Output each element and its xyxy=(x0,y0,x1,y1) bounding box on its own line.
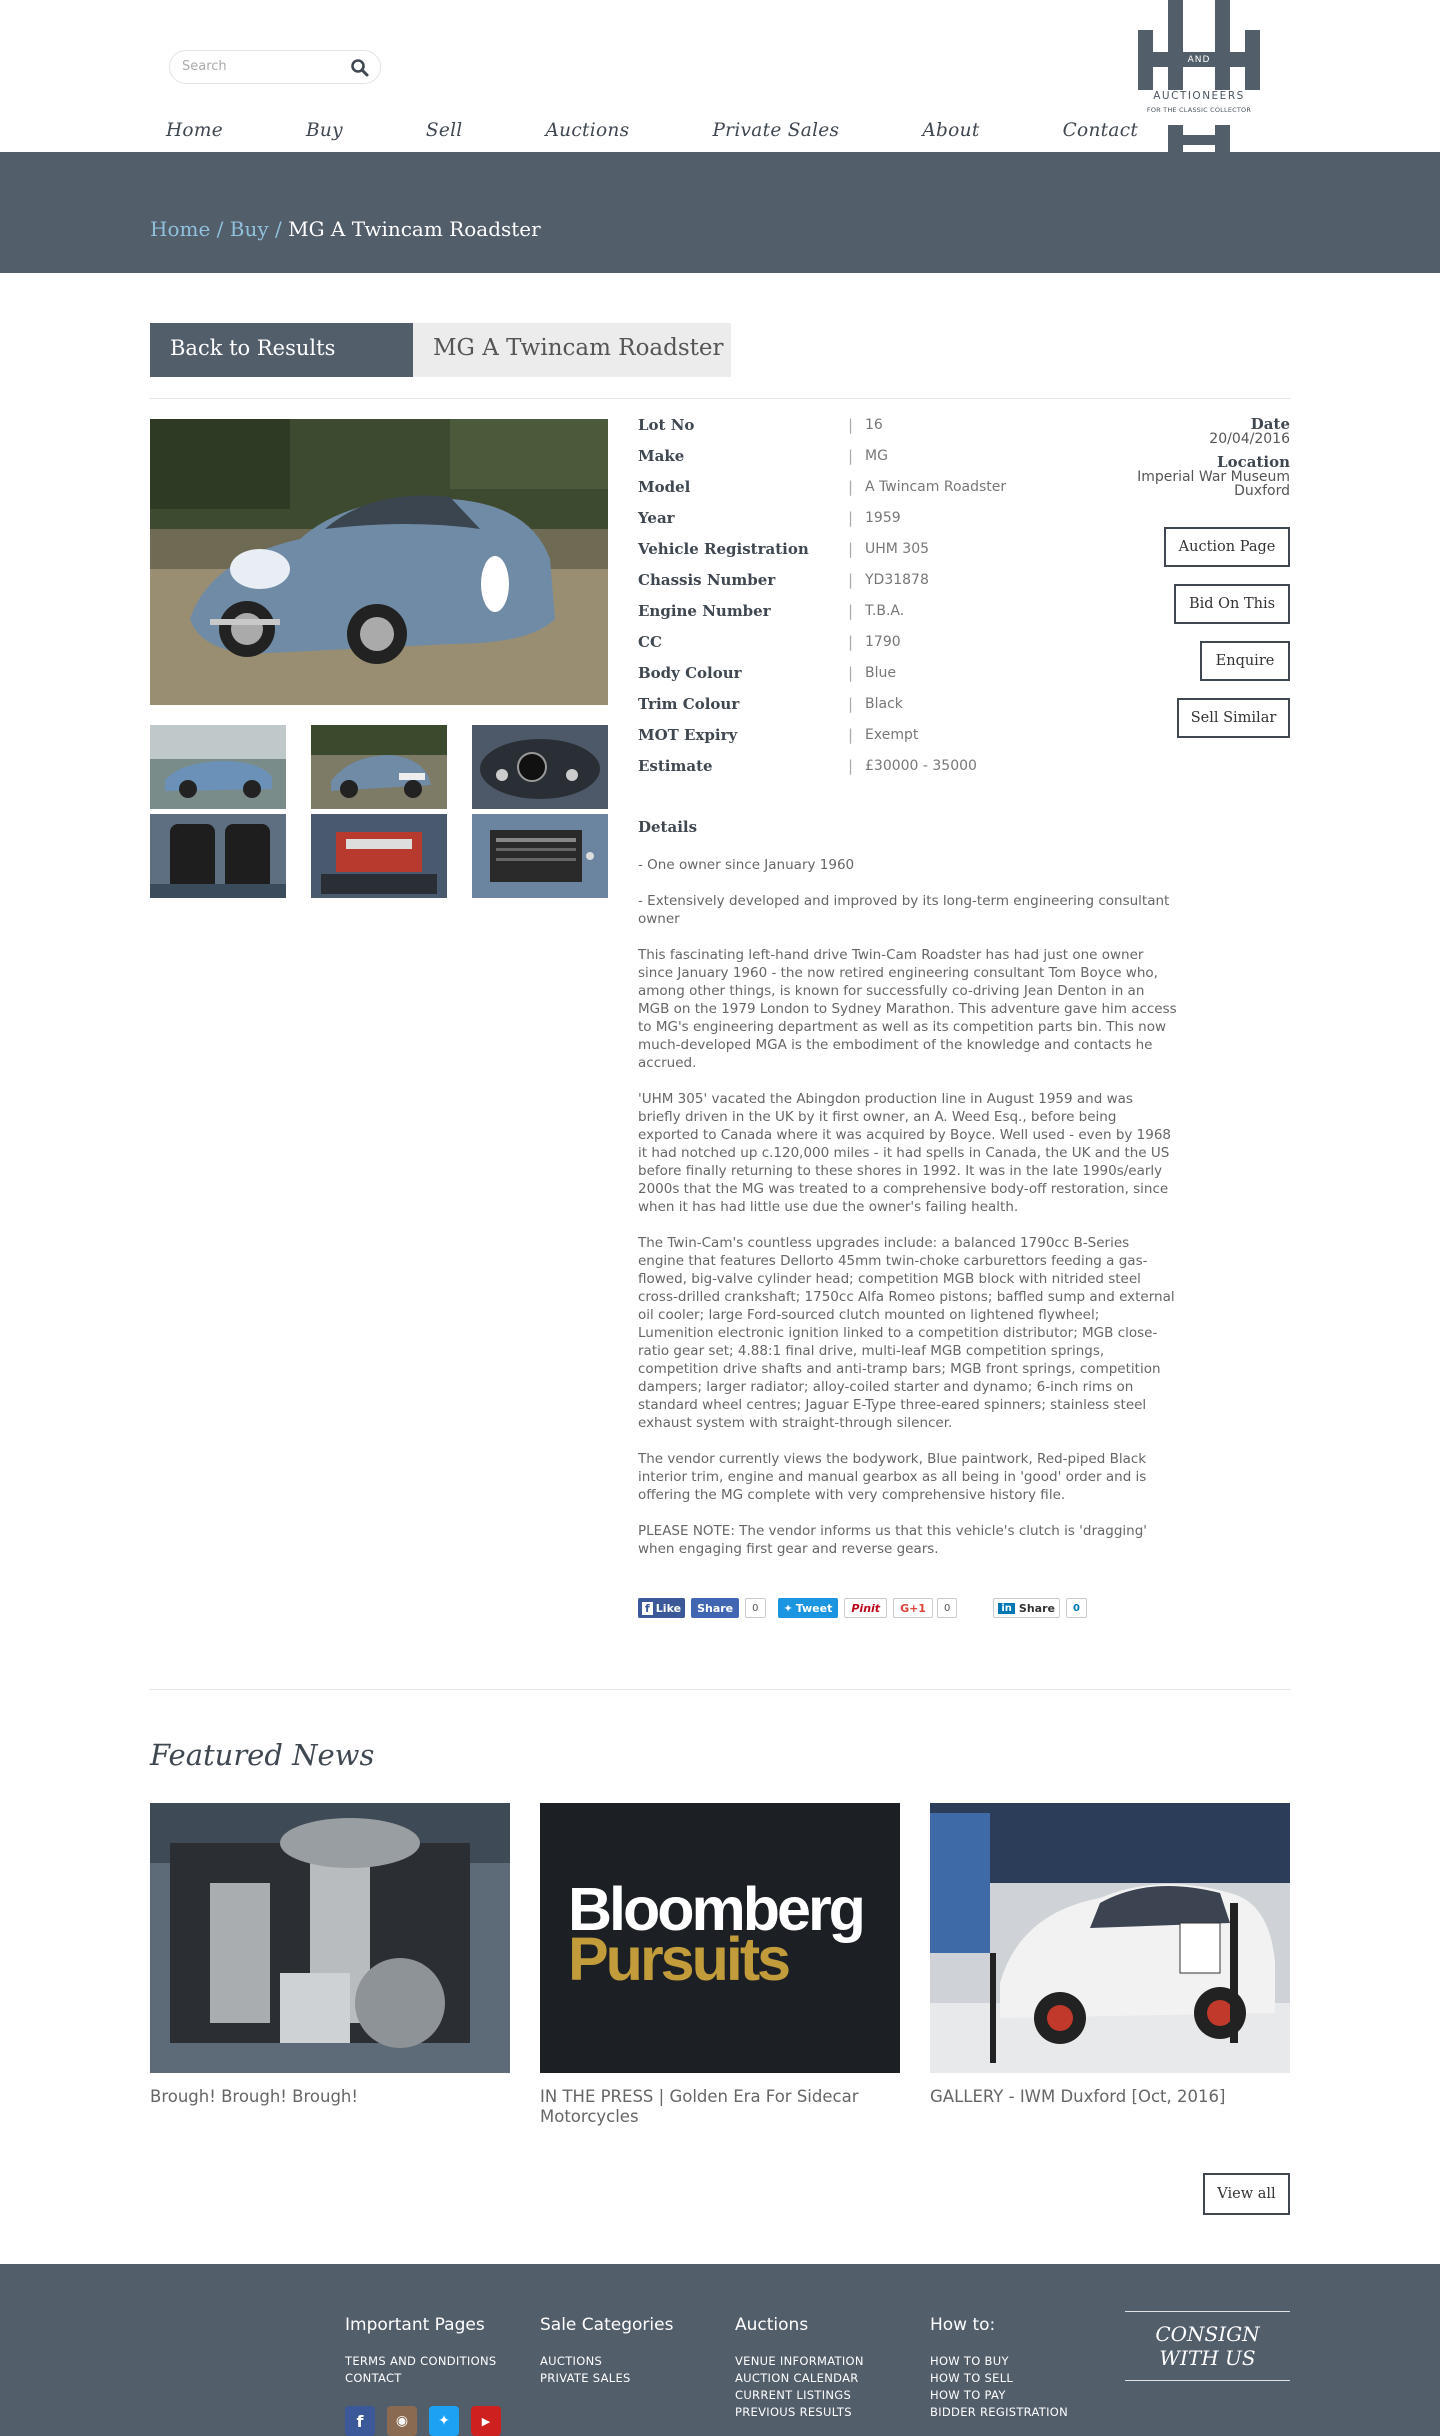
thumbnail[interactable] xyxy=(150,814,286,898)
details-title: Details xyxy=(638,818,698,836)
location-line-2: Duxford xyxy=(1234,483,1290,499)
spec-label: Body Colour xyxy=(638,664,742,682)
pursuits-logo-text: Pursuits xyxy=(568,1925,789,1993)
facebook-like-button[interactable]: f Like xyxy=(638,1598,685,1618)
location-label: Location xyxy=(1217,453,1290,471)
consign-line-2: WITH US xyxy=(1159,2346,1256,2370)
facebook-icon: f xyxy=(642,1602,653,1615)
spec-row: Estimate | £30000 - 35000 xyxy=(638,757,977,775)
spec-row: CC | 1790 xyxy=(638,633,901,651)
spec-label: Lot No xyxy=(638,416,695,434)
news-image[interactable] xyxy=(930,1803,1290,2073)
nav-sell[interactable]: Sell xyxy=(425,120,463,141)
spec-label: Trim Colour xyxy=(638,695,740,713)
spec-row: Vehicle Registration | UHM 305 xyxy=(638,540,930,558)
news-card[interactable] xyxy=(540,1803,900,2127)
footer-link[interactable]: PRIVATE SALES xyxy=(540,2371,631,2385)
linkedin-share-button[interactable]: in Share xyxy=(993,1598,1060,1618)
spec-label: Model xyxy=(638,478,691,496)
logo-name: AUCTIONEERS xyxy=(1153,90,1245,102)
spec-row: Year | 1959 xyxy=(638,509,901,527)
vehicle-specs xyxy=(638,416,1038,788)
footer-heading: Important Pages xyxy=(345,2315,485,2335)
footer-link[interactable]: CURRENT LISTINGS xyxy=(735,2388,852,2402)
main-car-photo[interactable] xyxy=(150,419,608,705)
auction-info xyxy=(1100,416,1290,498)
footer-column xyxy=(930,2315,1068,2421)
spec-label: Make xyxy=(638,447,685,465)
youtube-icon[interactable]: ▶ xyxy=(471,2406,501,2436)
news-caption[interactable]: GALLERY - IWM Duxford [Oct, 2016] xyxy=(930,2087,1226,2106)
breadcrumb-separator: / xyxy=(210,217,230,241)
details-section xyxy=(638,818,1178,1576)
breadcrumb-current: MG A Twincam Roadster xyxy=(288,217,541,241)
details-paragraph: - Extensively developed and improved by its long-term engineering consultant owner xyxy=(638,893,1170,927)
footer-heading: How to: xyxy=(930,2315,996,2335)
twitter-icon[interactable]: ✦ xyxy=(429,2406,459,2436)
view-all-button[interactable]: View all xyxy=(1203,2173,1290,2215)
date-label: Date xyxy=(1250,415,1290,433)
nav-buy[interactable]: Buy xyxy=(305,120,343,141)
nav-contact[interactable]: Contact xyxy=(1062,120,1139,141)
news-card[interactable] xyxy=(150,1803,510,2107)
details-paragraph: The vendor currently views the bodywork, Blue paintwork, Red-piped Black interior trim, engine and manual gearbox as all being in 'good' order and is offering the MG complete with very comprehensive history file. xyxy=(638,1451,1147,1503)
footer-link[interactable]: HOW TO BUY xyxy=(930,2354,1009,2368)
footer-link[interactable]: VENUE INFORMATION xyxy=(735,2354,864,2368)
location-line-1: Imperial War Museum xyxy=(1137,469,1290,485)
news-image[interactable] xyxy=(150,1803,510,2073)
twitter-icon: ✦ xyxy=(783,1601,793,1615)
footer-link[interactable]: TERMS AND CONDITIONS xyxy=(345,2354,497,2368)
details-paragraph: This fascinating left-hand drive Twin-Cam Roadster has had just one owner since January 1960 - the now retired engineering consultant Tom Boyce who, among other things, is known for successfully co-driving Jean Denton in an MGB on the 1979 London to Sydney Marathon. This adventure gave him access to MG's engineering department as well as its competition parts bin. This now much-developed MGA is the embodiment of the knowledge and contacts he accrued. xyxy=(638,947,1177,1071)
news-image[interactable] xyxy=(540,1803,900,2073)
consign-line-1: CONSIGN xyxy=(1155,2322,1260,2346)
linkedin-count: 0 xyxy=(1066,1598,1087,1618)
footer-link[interactable]: BIDDER REGISTRATION xyxy=(930,2405,1069,2419)
logo-and: AND xyxy=(1187,55,1211,65)
pinterest-button[interactable]: Pinit xyxy=(844,1598,887,1618)
footer-link[interactable]: AUCTIONS xyxy=(540,2354,603,2368)
facebook-icon[interactable]: f xyxy=(345,2406,375,2436)
spec-value: Black xyxy=(865,696,903,712)
search-input[interactable] xyxy=(182,59,342,74)
spec-label: MOT Expiry xyxy=(638,726,738,744)
spec-row: Trim Colour | Black xyxy=(638,695,903,713)
page-banner xyxy=(0,152,1440,273)
spec-value: UHM 305 xyxy=(865,541,930,557)
details-paragraph: 'UHM 305' vacated the Abingdon production line in August 1959 and was briefly driven in the UK by it first owner, an A. Weed Esq., before being exported to Canada where it was acquired by Boyce. Well used - even by 1968 it had notched up c.120,000 miles - it had spells in Canada, the UK and the US before finally returning to these shores in 1992. It was in the late 1990s/early 2000s that the MG was treated to a comprehensive body-off restoration, since when it has had little use due the owner's failing health. xyxy=(638,1091,1172,1215)
spec-row: Chassis Number | YD31878 xyxy=(638,571,929,589)
facebook-share-button[interactable]: Share xyxy=(691,1598,739,1618)
listing-title-tab: MG A Twincam Roadster xyxy=(413,323,731,377)
bid-on-this-button[interactable]: Bid On This xyxy=(1174,584,1290,624)
footer-heading: Sale Categories xyxy=(540,2315,674,2335)
breadcrumb-home[interactable]: Home xyxy=(150,217,211,241)
spec-row: Body Colour | Blue xyxy=(638,664,896,682)
linkedin-icon: in xyxy=(998,1603,1015,1614)
footer-heading: Auctions xyxy=(735,2315,809,2335)
spec-value: 1790 xyxy=(865,634,901,650)
footer-column xyxy=(540,2315,673,2387)
news-caption[interactable]: Brough! Brough! Brough! xyxy=(150,2087,359,2106)
logo-tagline: FOR THE CLASSIC COLLECTOR xyxy=(1146,106,1252,114)
footer-social-icons xyxy=(345,2406,513,2436)
social-share-bar xyxy=(638,1597,1099,1619)
spec-value: Blue xyxy=(865,665,896,681)
news-caption[interactable]: IN THE PRESS | Golden Era For Sidecar Motorcycles xyxy=(540,2087,859,2126)
news-card[interactable] xyxy=(930,1803,1290,2107)
footer-link[interactable]: AUCTION CALENDAR xyxy=(735,2371,859,2385)
tweet-button[interactable]: ✦ Tweet xyxy=(778,1598,839,1618)
listing-tabs xyxy=(150,323,731,377)
footer-link[interactable]: HOW TO PAY xyxy=(930,2388,1006,2402)
spec-value: £30000 - 35000 xyxy=(865,758,977,774)
featured-news-title: Featured News xyxy=(150,1738,375,1772)
spec-row: Engine Number | T.B.A. xyxy=(638,602,905,620)
spec-row: MOT Expiry | Exempt xyxy=(638,726,919,744)
nav-home[interactable]: Home xyxy=(166,120,223,141)
spec-label: Engine Number xyxy=(638,602,771,620)
spec-value: T.B.A. xyxy=(865,603,905,619)
spec-value: Exempt xyxy=(865,727,919,743)
footer-link[interactable]: CONTACT xyxy=(345,2371,402,2385)
divider xyxy=(150,398,1290,399)
divider xyxy=(150,1689,1290,1690)
gplus-count: 0 xyxy=(937,1598,957,1618)
spec-label: Chassis Number xyxy=(638,571,776,589)
spec-label: CC xyxy=(638,633,662,651)
footer-column xyxy=(345,2315,496,2387)
nav-about[interactable]: About xyxy=(922,120,980,141)
spec-label: Year xyxy=(638,509,675,527)
auction-page-button[interactable]: Auction Page xyxy=(1164,527,1290,567)
spec-row: Make | MG xyxy=(638,447,888,465)
nav-auctions[interactable]: Auctions xyxy=(545,120,630,141)
share-count: 0 xyxy=(745,1598,765,1618)
nav-private-sales[interactable]: Private Sales xyxy=(712,120,840,141)
details-paragraph: PLEASE NOTE: The vendor informs us that this vehicle's clutch is 'dragging' when engaging first gear and reverse gears. xyxy=(638,1523,1148,1557)
bloomberg-logo-text: Bloomberg xyxy=(568,1875,863,1943)
spec-value: A Twincam Roadster xyxy=(865,479,1007,495)
spec-value: MG xyxy=(865,448,888,464)
breadcrumb-buy[interactable]: Buy xyxy=(229,217,269,241)
breadcrumb-separator: / xyxy=(268,217,289,241)
spec-label: Estimate xyxy=(638,757,713,775)
instagram-icon[interactable]: ◉ xyxy=(387,2406,417,2436)
details-paragraph: - One owner since January 1960 xyxy=(638,857,855,873)
search-box[interactable] xyxy=(169,50,381,84)
spec-value: 16 xyxy=(865,417,883,433)
spec-row: Lot No | 16 xyxy=(638,416,883,434)
back-to-results-button[interactable]: Back to Results xyxy=(150,323,413,377)
main-nav xyxy=(150,120,1205,141)
footer-link[interactable]: PREVIOUS RESULTS xyxy=(735,2405,852,2419)
thumbnail[interactable] xyxy=(472,814,608,898)
thumbnail[interactable] xyxy=(472,725,608,809)
thumbnail[interactable] xyxy=(150,725,286,809)
search-icon[interactable] xyxy=(350,58,370,78)
enquire-button[interactable]: Enquire xyxy=(1200,641,1290,681)
site-header xyxy=(0,0,1440,152)
thumbnail[interactable] xyxy=(311,725,447,809)
details-paragraph: The Twin-Cam's countless upgrades include: a balanced 1790cc B-Series engine that features Dellorto 45mm twin-choke carburettors feeding a gas-flowed, big-valve cylinder head; competition MGB block with nitrided steel cross-drilled crankshaft; 1750cc Alfa Romeo pistons; baffled sump and external oil cooler; large Ford-sourced clutch mounted on lightened flywheel; Lumenition electronic ignition linked to a competition distributor; MGB close-ratio gear set; 4.88:1 final drive, multi-leaf MGB competition springs, competition drive shafts and anti-tramp bars; MGB front springs, competition dampers; larger radiator; alloy-coiled starter and dynamo; 6-inch rims on standard wheel centres; Jaguar E-Type three-eared spinners; stainless steel exhaust system with straight-through silencer. xyxy=(638,1235,1175,1431)
google-plus-button[interactable]: G+1 xyxy=(893,1598,933,1618)
consign-with-us-button[interactable] xyxy=(1125,2311,1290,2381)
thumbnail[interactable] xyxy=(311,814,447,898)
auction-date: 20/04/2016 xyxy=(1209,431,1290,447)
sell-similar-button[interactable]: Sell Similar xyxy=(1177,698,1290,738)
spec-value: 1959 xyxy=(865,510,901,526)
spec-value: YD31878 xyxy=(865,572,929,588)
breadcrumb xyxy=(150,217,541,241)
spec-label: Vehicle Registration xyxy=(638,540,809,558)
spec-row: Model | A Twincam Roadster xyxy=(638,478,1007,496)
footer-link[interactable]: HOW TO SELL xyxy=(930,2371,1014,2385)
footer-column xyxy=(735,2315,864,2421)
site-footer xyxy=(0,2264,1440,2436)
